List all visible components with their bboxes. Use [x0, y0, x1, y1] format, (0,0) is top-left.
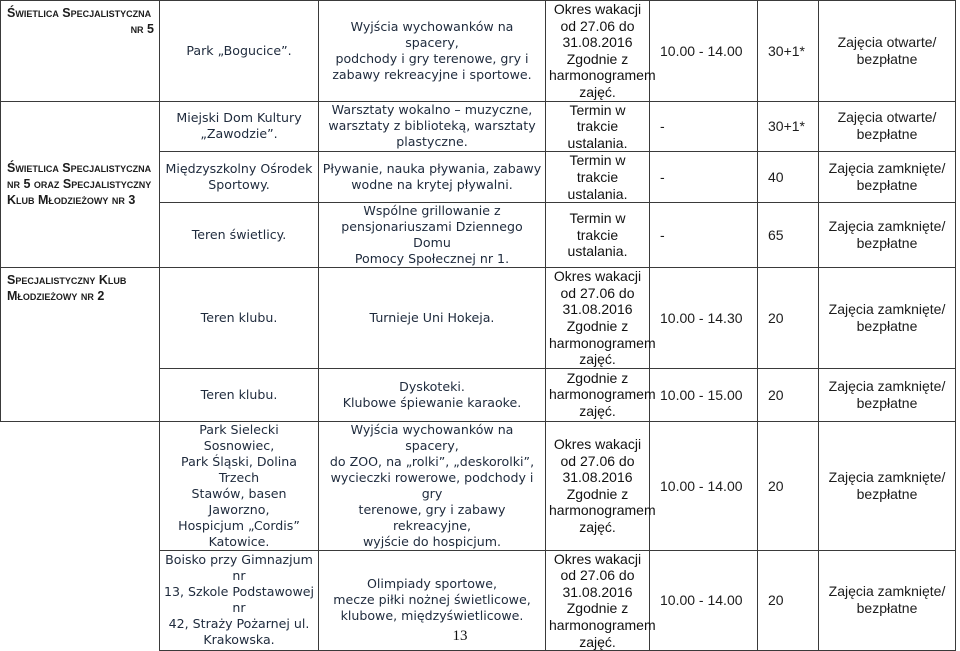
type-text: Zajęcia zamknięte/ — [828, 468, 946, 485]
hours-cell: - — [650, 203, 758, 268]
place-text: Park Śląski, Dolina Trzech — [181, 453, 297, 485]
term-text: harmonogramem — [549, 67, 656, 84]
place-text: Teren świetlicy. — [191, 227, 287, 243]
participants-cell: 20 — [758, 550, 819, 651]
type-text: Zajęcia zamknięte/ — [828, 160, 946, 177]
term-text: zajęć. — [579, 402, 616, 419]
activity-text: do ZOO, na „rolki”, „deskorolki”, — [329, 453, 535, 469]
type-text: bezpłatne — [856, 50, 918, 67]
place-cell — [160, 368, 319, 421]
term-text: Zgodnie z — [566, 600, 629, 617]
activity-cell — [319, 368, 546, 421]
activity-text: Klubowe śpiewanie karaoke. — [342, 394, 522, 410]
organization-name: Specjalistyczny Klub — [7, 273, 127, 288]
place-text: Teren klubu. — [200, 386, 278, 402]
activity-text: zabawy rekreacyjne i sportowe. — [332, 66, 532, 82]
activity-text: klubowe, międzyświetlicowe. — [340, 608, 524, 624]
activity-text: plastyczne. — [396, 134, 468, 150]
type-text: bezpłatne — [856, 235, 918, 252]
term-text: 31.08.2016 — [562, 301, 633, 318]
type-cell — [819, 152, 956, 203]
term-cell — [546, 152, 650, 203]
term-text: Okres wakacji — [553, 550, 642, 567]
organization-name: Młodzieżowy nr 2 — [7, 289, 105, 304]
term-text: ustalania. — [567, 134, 628, 151]
type-text: bezpłatne — [856, 394, 918, 411]
term-text: harmonogramem — [549, 502, 656, 519]
activity-cell — [319, 203, 546, 268]
term-text: 31.08.2016 — [562, 583, 633, 600]
place-text: Miejski Dom Kultury — [176, 110, 302, 126]
organization-name: nr 5 oraz Specjalistyczny — [7, 177, 152, 192]
place-text: „Zawodzie”. — [200, 126, 278, 142]
term-text: ustalania. — [567, 243, 628, 260]
place-cell — [160, 1, 319, 102]
type-text: Zajęcia zamknięte/ — [828, 300, 946, 317]
term-text: Termin w trakcie — [569, 152, 626, 185]
term-text: Okres wakacji — [553, 435, 642, 452]
term-text: od 27.06 do — [560, 452, 635, 469]
term-text: 31.08.2016 — [562, 34, 633, 51]
place-text: Międzyszkolny Ośrodek — [165, 161, 313, 177]
activity-text: pensjonariuszami Dziennego Domu — [341, 219, 523, 251]
activity-cell — [319, 152, 546, 203]
activity-text: Wyjścia wychowanków na spacery, — [350, 18, 514, 50]
activity-text: terenowe, gry i zabawy rekreacyjne, — [358, 501, 506, 533]
place-text: 42, Straży Pożarnej ul. — [168, 616, 310, 632]
participants-cell: 20 — [758, 421, 819, 550]
place-text: 13, Szkole Podstawowej nr — [163, 584, 315, 616]
hours-cell: - — [650, 101, 758, 152]
activity-text: wodne na krytej pływalni. — [351, 177, 513, 193]
term-text: zajęć. — [579, 351, 616, 368]
hours-cell: 10.00 - 14.30 — [650, 268, 758, 369]
activity-text: warsztaty z biblioteką, warsztaty — [328, 118, 536, 134]
organization-cell — [1, 268, 160, 422]
activity-text: wycieczki rowerowe, podchody i gry — [330, 469, 534, 501]
empty-cell — [1, 421, 160, 651]
term-text: harmonogramem — [549, 334, 656, 351]
term-text: od 27.06 do — [560, 567, 635, 584]
activity-text: Pływanie, nauka pływania, zabawy — [322, 161, 542, 177]
place-text: Stawów, basen Jaworzno, — [191, 485, 287, 517]
place-cell — [160, 152, 319, 203]
table-row — [1, 421, 956, 550]
term-text: harmonogramem — [549, 617, 656, 634]
type-text: bezpłatne — [856, 177, 918, 194]
activity-text: Warsztaty wokalno – muzyczne, — [331, 102, 533, 118]
table-row — [1, 1, 956, 102]
term-text: harmonogramem — [549, 386, 656, 403]
term-text: 31.08.2016 — [562, 469, 633, 486]
type-cell — [819, 268, 956, 369]
term-text: Zgodnie z — [566, 50, 629, 67]
activity-text: Turnieje Uni Hokeja. — [369, 309, 495, 325]
term-text: od 27.06 do — [560, 284, 635, 301]
term-text: zajęć. — [579, 518, 616, 535]
term-text: Zgodnie z — [566, 485, 629, 502]
place-text: Teren klubu. — [200, 309, 278, 325]
term-cell — [546, 1, 656, 102]
participants-cell: 20 — [758, 268, 819, 369]
activity-text: Wspólne grillowanie z — [363, 203, 501, 219]
term-cell — [546, 101, 650, 152]
place-text: Krakowska. — [203, 632, 275, 648]
term-text: zajęć. — [579, 83, 616, 100]
table-row — [1, 101, 956, 152]
activity-text: wyjście do hospicjum. — [362, 533, 502, 549]
participants-cell: 20 — [758, 368, 819, 421]
term-text: Termin w trakcie — [569, 210, 626, 243]
type-cell — [819, 101, 956, 152]
activity-text: Pomocy Społecznej nr 1. — [354, 251, 510, 267]
term-text: ustalania. — [567, 185, 628, 202]
activity-text: Wyjścia wychowanków na spacery, — [350, 421, 514, 453]
type-text: bezpłatne — [856, 600, 918, 617]
term-text: od 27.06 do — [560, 17, 635, 34]
type-text: Zajęcia zamknięte/ — [828, 377, 946, 394]
place-cell — [160, 421, 319, 550]
participants-cell: 30+1* — [758, 101, 819, 152]
table-row — [1, 268, 956, 369]
term-text: Okres wakacji — [553, 1, 642, 17]
type-text: Zajęcia otwarte/ — [837, 109, 937, 126]
hours-cell: 10.00 - 14.00 — [650, 421, 758, 550]
organization-name: Świetlica Specjalistyczna — [7, 6, 152, 20]
organization-name: Świetlica Specjalistyczna — [7, 161, 152, 176]
place-text: Park Sielecki Sosnowiec, — [199, 421, 279, 453]
term-text: zajęć. — [579, 633, 616, 650]
organization-name: nr 5 — [130, 22, 154, 36]
term-text: Zgodnie z — [566, 317, 629, 334]
place-text: Boisko przy Gimnazjum nr — [165, 552, 313, 584]
term-cell — [546, 268, 656, 369]
activity-cell — [319, 1, 546, 102]
hours-cell: 10.00 - 15.00 — [650, 368, 758, 421]
type-text: bezpłatne — [856, 485, 918, 502]
type-cell — [819, 368, 956, 421]
type-cell — [819, 421, 956, 550]
type-text: Zajęcia zamknięte/ — [828, 583, 946, 600]
activity-text: mecze piłki nożnej świetlicowe, — [333, 592, 531, 608]
term-cell — [546, 421, 656, 550]
place-cell — [160, 203, 319, 268]
activity-text: Dyskoteki. — [399, 378, 465, 394]
place-cell — [160, 101, 319, 152]
participants-cell: 65 — [758, 203, 819, 268]
type-text: Zajęcia otwarte/ — [837, 33, 937, 50]
term-text: Termin w trakcie — [569, 101, 626, 135]
organization-cell — [1, 101, 160, 268]
hours-cell: 10.00 - 14.00 — [650, 550, 758, 651]
participants-cell: 40 — [758, 152, 819, 203]
place-text: Sportowy. — [208, 177, 270, 193]
type-text: bezpłatne — [856, 317, 918, 334]
term-text: Okres wakacji — [553, 268, 642, 285]
activity-cell — [319, 101, 546, 152]
activity-text: Olimpiady sportowe, — [367, 576, 497, 592]
organization-name: Klub Młodzieżowy nr 3 — [7, 193, 136, 208]
hours-cell: - — [650, 152, 758, 203]
place-text: Katowice. — [208, 533, 270, 549]
activity-cell — [319, 268, 546, 369]
place-text: Hospicjum „Cordis” — [178, 517, 300, 533]
activity-text: podchody i gry terenowe, gry i — [335, 50, 529, 66]
term-cell — [546, 368, 656, 421]
place-text: Park „Bogucice”. — [186, 42, 292, 58]
term-text: Zgodnie z — [566, 369, 629, 386]
type-cell — [819, 203, 956, 268]
term-cell — [546, 203, 650, 268]
organization-cell — [1, 1, 160, 102]
type-cell — [819, 1, 956, 102]
page-number: 13 — [452, 628, 468, 644]
place-cell — [160, 268, 319, 369]
participants-cell: 30+1* — [758, 1, 819, 102]
type-text: Zajęcia zamknięte/ — [828, 218, 946, 235]
type-text: bezpłatne — [856, 126, 918, 143]
activity-cell — [319, 421, 546, 550]
hours-cell: 10.00 - 14.00 — [650, 1, 758, 102]
